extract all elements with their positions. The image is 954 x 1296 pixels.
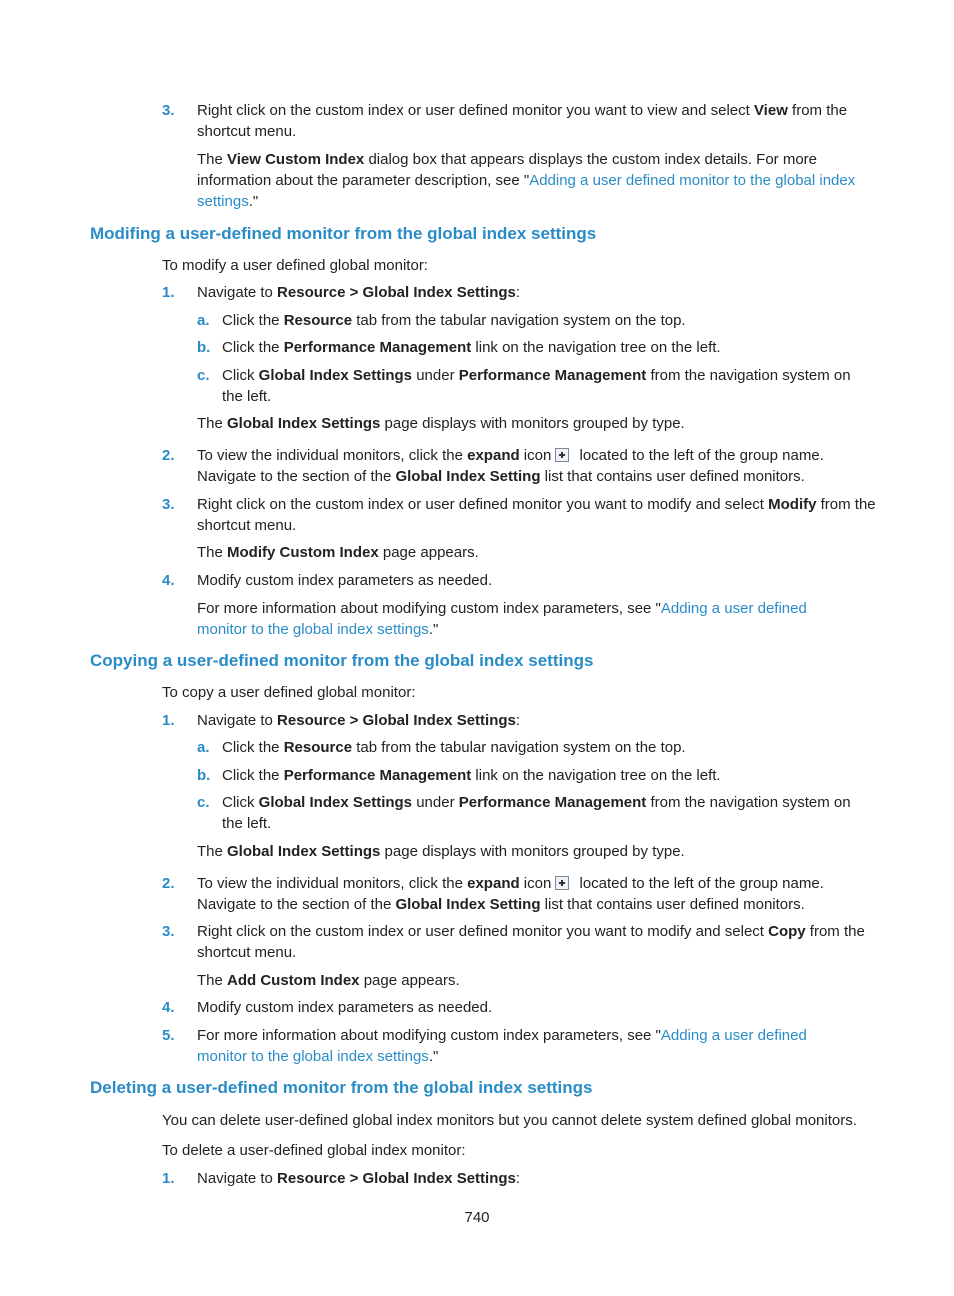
expand-plus-icon bbox=[555, 876, 569, 890]
intro-text: To copy a user defined global monitor: bbox=[162, 684, 416, 701]
substep-text: Click the Resource tab from the tabular navigation system on the top. bbox=[222, 312, 686, 329]
substep-label: a. bbox=[197, 739, 210, 756]
step-number: 2. bbox=[162, 447, 175, 464]
substep-text: Click Global Index Settings under Performance Management from the navigation system on the left. bbox=[222, 794, 851, 832]
step-text: Navigate to Resource > Global Index Settings: bbox=[197, 284, 521, 301]
substep-text: Click the Performance Management link on the navigation tree on the left. bbox=[222, 339, 721, 356]
step-number: 2. bbox=[162, 875, 175, 892]
substep-label: b. bbox=[197, 339, 211, 356]
substep-text: Click Global Index Settings under Performance Management from the navigation system on the left. bbox=[222, 367, 851, 405]
step-note: The Modify Custom Index page appears. bbox=[197, 544, 479, 561]
step-note: The View Custom Index dialog box that appears displays the custom index details. For more information about the parameter description, see "Adding a user defined monitor to the global index settings." bbox=[197, 151, 856, 210]
link-adding-monitor[interactable]: Adding a user defined monitor to the global index settings bbox=[197, 600, 807, 638]
substep-label: c. bbox=[197, 794, 210, 811]
step-text: To view the individual monitors, click the expand icon located to the left of the group name. Navigate to the section of the Global Index Setting list that contains user defined monitors. bbox=[197, 875, 824, 913]
section-heading: Deleting a user-defined monitor from the global index settings bbox=[90, 1078, 593, 1097]
step-note: The Global Index Settings page displays with monitors grouped by type. bbox=[197, 415, 685, 432]
step-number: 4. bbox=[162, 572, 175, 589]
expand-plus-icon bbox=[555, 448, 569, 462]
step-text: Navigate to Resource > Global Index Settings: bbox=[197, 712, 521, 729]
page-number: 740 bbox=[464, 1209, 490, 1226]
step-number: 3. bbox=[162, 102, 175, 119]
step-text: Right click on the custom index or user defined monitor you want to view and select View from the shortcut menu. bbox=[197, 102, 848, 140]
step-number: 3. bbox=[162, 923, 175, 940]
step-text: Modify custom index parameters as needed. bbox=[197, 572, 493, 589]
intro-text: To modify a user defined global monitor: bbox=[162, 257, 428, 274]
step-text: Modify custom index parameters as needed. bbox=[197, 999, 493, 1016]
section-heading: Modifing a user-defined monitor from the global index settings bbox=[90, 224, 597, 243]
step-note: The Add Custom Index page appears. bbox=[197, 972, 460, 989]
step-text: Right click on the custom index or user defined monitor you want to modify and select Modify from the shortcut menu. bbox=[197, 496, 876, 534]
substep-label: b. bbox=[197, 767, 211, 784]
paragraph: You can delete user-defined global index monitors but you cannot delete system defined global monitors. bbox=[162, 1112, 857, 1129]
link-adding-monitor[interactable]: Adding a user defined monitor to the global index settings bbox=[197, 1027, 807, 1065]
substep-label: a. bbox=[197, 312, 210, 329]
intro-text: To delete a user-defined global index monitor: bbox=[162, 1142, 466, 1159]
substep-text: Click the Resource tab from the tabular navigation system on the top. bbox=[222, 739, 686, 756]
step-note: The Global Index Settings page displays with monitors grouped by type. bbox=[197, 843, 685, 860]
step-text: Right click on the custom index or user defined monitor you want to modify and select Copy from the shortcut menu. bbox=[197, 923, 865, 961]
section-heading: Copying a user-defined monitor from the global index settings bbox=[90, 651, 594, 670]
link-adding-monitor[interactable]: Adding a user defined monitor to the global index settings bbox=[197, 172, 856, 210]
step-number: 4. bbox=[162, 999, 175, 1016]
step-number: 5. bbox=[162, 1027, 175, 1044]
step-number: 1. bbox=[162, 284, 175, 301]
step-number: 1. bbox=[162, 712, 175, 729]
step-number: 1. bbox=[162, 1170, 175, 1187]
step-text: For more information about modifying custom index parameters, see "Adding a user defined monitor to the global index settings." bbox=[197, 1027, 807, 1065]
step-text: To view the individual monitors, click the expand icon located to the left of the group name. Navigate to the section of the Global Index Setting list that contains user defined monitors. bbox=[197, 447, 824, 485]
step-note: For more information about modifying custom index parameters, see "Adding a user defined monitor to the global index settings." bbox=[197, 600, 807, 638]
substep-label: c. bbox=[197, 367, 210, 384]
step-text: Navigate to Resource > Global Index Settings: bbox=[197, 1170, 521, 1187]
step-number: 3. bbox=[162, 496, 175, 513]
substep-text: Click the Performance Management link on the navigation tree on the left. bbox=[222, 767, 721, 784]
